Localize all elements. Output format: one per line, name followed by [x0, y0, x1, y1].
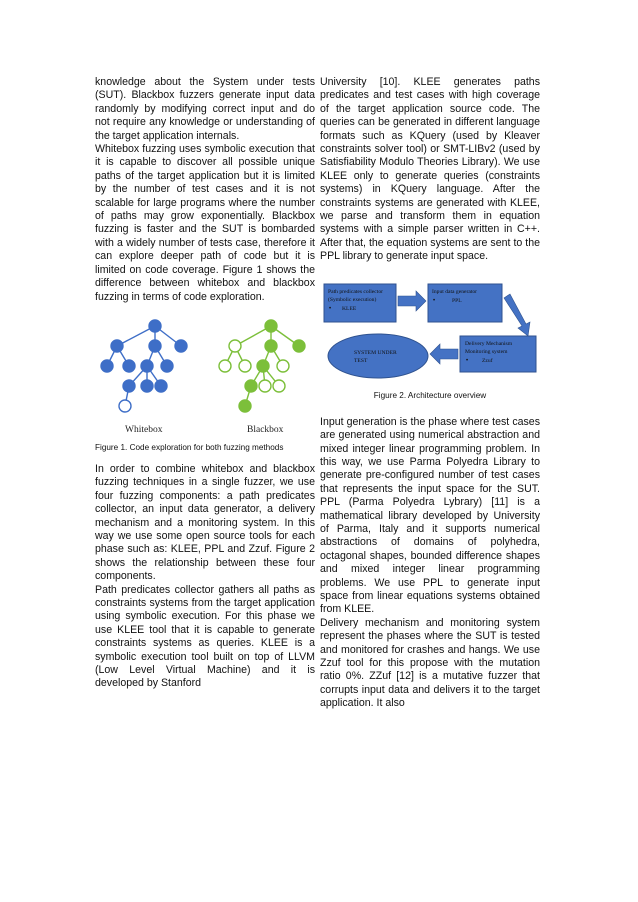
- box3-item: Zzuf: [482, 357, 493, 364]
- blackbox-label: Blackbox: [247, 424, 284, 435]
- tree-node: [111, 340, 123, 352]
- tree-node: [265, 320, 277, 332]
- box2-title: Input data generator: [432, 288, 478, 295]
- tree-node: [245, 380, 257, 392]
- tree-node-unexplored: [229, 340, 241, 352]
- box1-title: Path predicates collector: [328, 288, 383, 295]
- left-paragraph-3: In order to combine whitebox and blackbox fuzzing techniques in a single fuzzer, we use four fuzzing components: a path predicates collector, an input data generator, a delivery mechanism and a monitoring system. In this way we use some open source tools for each phase such as: KLEE, PPL and Zzuf. Figure 2 shows the relationship between these four components.: [95, 462, 315, 583]
- box1-bullet: •: [329, 305, 332, 312]
- right-paragraph-2: Input generation is the phase where test cases are generated using numerical abstraction and mixed integer linear programming problem. In this way, we use Parma Polyedra Library to generate pre-configured number of test cases that represents the input space for the SUT. PPL (Parma Polyedra Lybrary) [11] is a mathematical library developed by University of Parma, Italy and it supports numerical abstractions of domains of polyhedra, octagonal shapes, bounded difference shapes and mixed integer linear programming problems. We use PPL to generate input space from linear equations systems obtained from KLEE.: [320, 415, 540, 616]
- box1-item: KLEE: [342, 305, 357, 312]
- box2-item: PPL: [452, 297, 462, 304]
- tree-node: [123, 380, 135, 392]
- right-column: [320, 76, 540, 711]
- ellipse-line-2: TEST: [354, 357, 368, 364]
- tree-node: [149, 340, 161, 352]
- system-under-test-ellipse: [328, 334, 428, 378]
- tree-node-unexplored: [273, 380, 285, 392]
- box1-subtitle: (Symbolic execution): [328, 296, 377, 303]
- tree-node: [141, 380, 153, 392]
- box3-title: Delivery Mechanism: [465, 340, 513, 347]
- left-paragraph-4: Path predicates collector gathers all paths as constraints systems from the target application using symbolic execution. For this phase we use KLEE tool that it is capable to generate constraints systems as queries. KLEE is a symbolic execution tool built on top of LLVM (Low Level Virtual Machine) and it is developed by Stanford: [95, 583, 315, 690]
- tree-node: [141, 360, 153, 372]
- tree-node: [101, 360, 113, 372]
- tree-node-unexplored: [119, 400, 131, 412]
- box2-bullet: •: [433, 297, 436, 304]
- tree-node-unexplored: [259, 380, 271, 392]
- tree-node: [257, 360, 269, 372]
- arrow-down-right: [504, 294, 530, 336]
- figure-1: [95, 316, 315, 436]
- figure-1-trees: [95, 316, 315, 436]
- left-column: [95, 76, 315, 691]
- blackbox-tree: [219, 320, 305, 412]
- left-paragraph-2: Whitebox fuzzing uses symbolic execution that it is capable to discover all possible unique paths of the target application but it is limited by the number of test cases and it is not scalable for large programs where the number of paths may grow exponentially. Blackbox fuzzing is faster and the SUT is bombarded with a widely number of tests case, therefore it can explore deeper path of code but it is limited on code coverage. Figure 1 shows the difference between whitebox and blackbox fuzzing in terms of code exploration.: [95, 143, 315, 303]
- arrow-left: [430, 344, 458, 364]
- tree-node: [155, 380, 167, 392]
- figure-1-caption: Figure 1. Code exploration for both fuzzing methods: [95, 442, 284, 452]
- tree-node: [239, 400, 251, 412]
- figure-2-caption: Figure 2. Architecture overview: [373, 390, 487, 400]
- right-paragraph-1: University [10]. KLEE generates paths predicates and test cases with high coverage of the target application source code. The queries can be generated in different language formats such as KQuery (used by Kleaver constraints solver tool) or SMT-LIBv2 (used by Satisfiability Modulo Theories Library). We use KLEE only to generate queries (constraints systems) in KQuery language. After the constraints systems are generated with KLEE, we parse and transform them in equation systems with a simple parser written in C++. After that, the equation systems are sent to the PPL library to generate input space.: [320, 76, 540, 263]
- figure-2: [320, 280, 540, 408]
- right-paragraph-3: Delivery mechanism and monitoring system represent the phases where the SUT is tested and monitored for crashes and hangs. We use Zzuf tool for this propose with the mutation ratio 0%. ZZuf [12] is a mutative fuzzer that corrupts input data and delivers it to the target application. It also: [320, 616, 540, 710]
- box3-bullet: •: [466, 357, 469, 364]
- tree-node: [175, 340, 187, 352]
- tree-node-unexplored: [219, 360, 231, 372]
- tree-node: [123, 360, 135, 372]
- whitebox-tree: [101, 320, 187, 412]
- box3-subtitle: Monitoring system: [465, 348, 508, 355]
- tree-node: [265, 340, 277, 352]
- architecture-diagram: [320, 280, 540, 408]
- tree-node-unexplored: [277, 360, 289, 372]
- left-paragraph-1: knowledge about the System under tests (SUT). Blackbox fuzzers generate input data randomly by modifying correct input and do not require any knowledge or understanding of the target application internals.: [95, 76, 315, 142]
- ellipse-line-1: SYSTEM UNDER: [354, 349, 397, 356]
- tree-node: [161, 360, 173, 372]
- whitebox-label: Whitebox: [125, 424, 163, 435]
- arrow-right: [398, 291, 426, 311]
- tree-node: [293, 340, 305, 352]
- tree-node: [149, 320, 161, 332]
- tree-node-unexplored: [239, 360, 251, 372]
